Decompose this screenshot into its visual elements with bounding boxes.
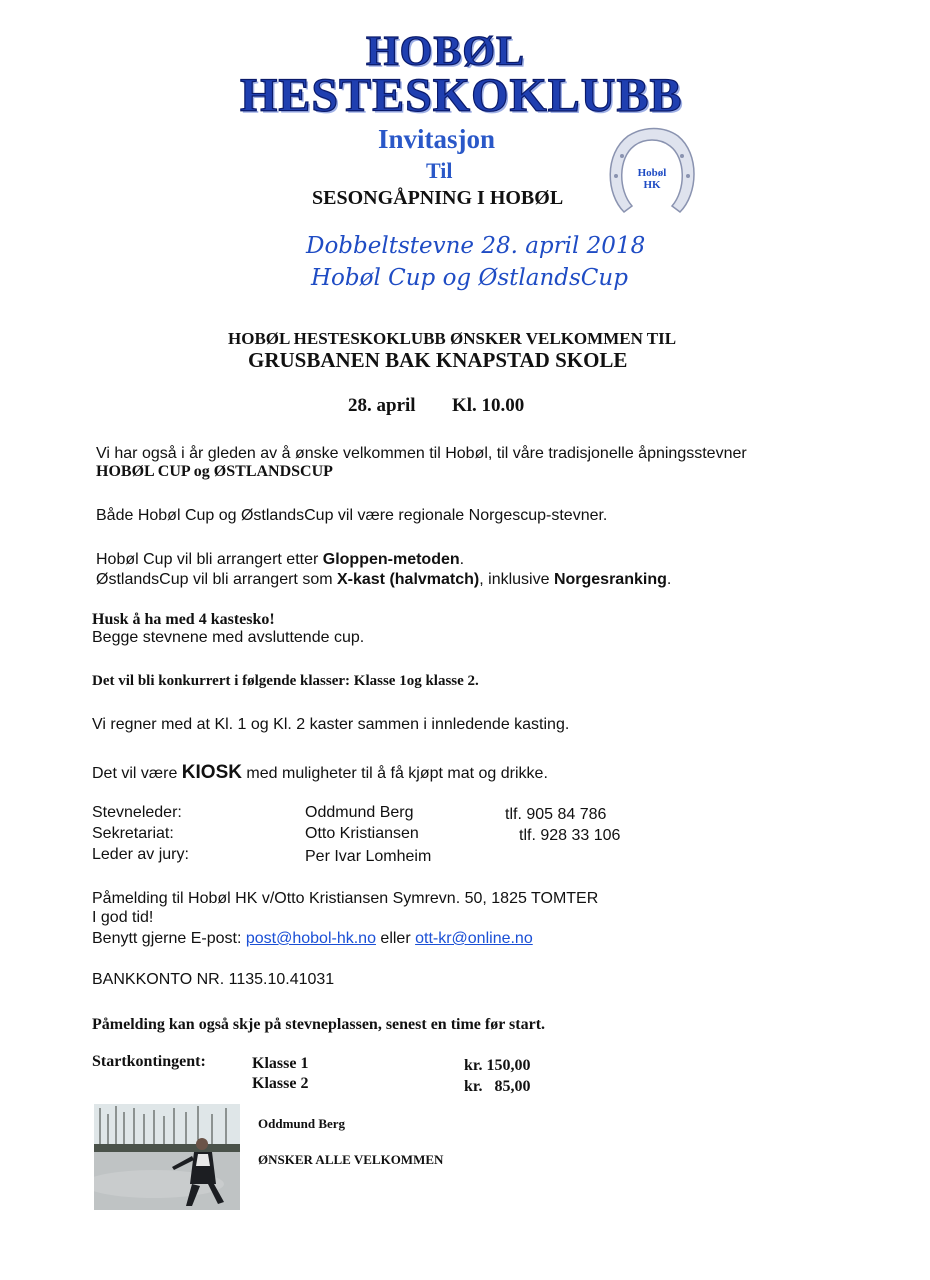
- fee-class: Klasse 1: [252, 1055, 309, 1072]
- club-title-line2: HESTESKOKLUBB: [240, 69, 683, 122]
- begge-text: Begge stevnene med avsluttende cup.: [92, 629, 365, 646]
- fee-label: Startkontingent:: [92, 1053, 206, 1070]
- contact-role: Leder av jury:: [92, 846, 189, 863]
- norgesranking: Norgesranking: [553, 571, 667, 588]
- registration-address: Påmelding til Hobøl HK v/Otto Kristiansen Symrevn. 50, 1825 TOMTER: [92, 890, 599, 907]
- horseshoe-logo: [602, 124, 702, 220]
- contact-phone: tlf. 905 84 786: [505, 806, 607, 823]
- logo-text-line2: HK: [643, 179, 661, 191]
- kiosk-post: med muligheter til å få kjøpt mat og drikke.: [241, 765, 548, 782]
- kiosk-bold: KIOSK: [181, 762, 242, 783]
- club-title-line1: HOBØL: [366, 29, 526, 75]
- hobol-cup-method: [96, 551, 464, 569]
- welcome-line2: GRUSBANEN BAK KNAPSTAD SKOLE: [248, 348, 628, 372]
- logo-text-line1: Hobøl: [637, 167, 667, 179]
- event-subtitle-cups: Hobøl Cup og ØstlandsCup: [311, 265, 628, 291]
- x-kast: X-kast (halvmatch): [336, 571, 480, 588]
- regner-text: Vi regner med at Kl. 1 og Kl. 2 kaster sammen i innledende kasting.: [92, 716, 570, 733]
- email-eller: eller: [375, 930, 416, 947]
- hobol-cup-method-pre: Hobøl Cup vil bli arrangert etter: [96, 551, 323, 568]
- welcome-line1: HOBØL HESTESKOKLUBB ØNSKER VELKOMMEN TIL: [228, 329, 677, 348]
- ostlandscup-method-mid: , inklusive: [479, 571, 554, 588]
- footer-greeting: ØNSKER ALLE VELKOMMEN: [258, 1152, 444, 1167]
- ostlandscup-method-post: .: [666, 571, 672, 588]
- footer-name: Oddmund Berg: [258, 1116, 346, 1131]
- registration-early: I god tid!: [92, 909, 154, 926]
- email-link-ott[interactable]: ott-kr@online.no: [415, 930, 533, 947]
- intro-text: Vi har også i år gleden av å ønske velkommen til Hobøl, til våre tradisjonelle åpningsstevner: [96, 445, 747, 462]
- fee-price: kr. 85,00: [464, 1078, 531, 1095]
- contact-role: Sekretariat:: [92, 825, 174, 842]
- event-subtitle-date: Dobbeltstevne 28. april 2018: [306, 233, 646, 259]
- til-heading: Til: [426, 158, 453, 183]
- event-time: Kl. 10.00: [452, 395, 525, 416]
- kiosk-pre: Det vil være: [92, 765, 182, 782]
- photo-thrower: [94, 1104, 240, 1210]
- kiosk-text: [92, 762, 548, 784]
- fee-price: kr. 150,00: [464, 1057, 531, 1074]
- event-heading: SESONGÅPNING I HOBØL: [312, 187, 564, 209]
- intro-bold-text: HOBØL CUP og ØSTLANDSCUP: [96, 463, 333, 480]
- registration-email-line: [92, 930, 533, 948]
- fee-class: Klasse 2: [252, 1075, 309, 1092]
- contact-name: Otto Kristiansen: [305, 825, 419, 842]
- ostlandscup-method: [96, 571, 671, 589]
- email-prefix: Benytt gjerne E-post:: [92, 930, 246, 947]
- contact-name: Oddmund Berg: [305, 804, 414, 821]
- regional-text: Både Hobøl Cup og ØstlandsCup vil være regionale Norgescup-stevner.: [96, 507, 608, 524]
- kastesko-reminder: Husk å ha med 4 kastesko!: [92, 611, 275, 628]
- contact-role: Stevneleder:: [92, 804, 182, 821]
- onsite-registration: Påmelding kan også skje på stevneplassen, senest en time før start.: [92, 1016, 546, 1033]
- bank-account: BANKKONTO NR. 1135.10.41031: [92, 971, 335, 988]
- contact-phone: tlf. 928 33 106: [519, 827, 621, 844]
- event-date: 28. april: [348, 395, 416, 416]
- hobol-cup-method-post: .: [459, 551, 465, 568]
- gloppen-method: Gloppen-metoden: [322, 551, 460, 568]
- ostlandscup-method-pre: ØstlandsCup vil bli arrangert som: [96, 571, 337, 588]
- email-link-post[interactable]: post@hobol-hk.no: [245, 930, 376, 947]
- invitation-heading: Invitasjon: [378, 124, 496, 154]
- contact-name: Per Ivar Lomheim: [305, 848, 432, 865]
- klasser-text: Det vil bli konkurrert i følgende klasser: Klasse 1og klasse 2.: [92, 673, 479, 689]
